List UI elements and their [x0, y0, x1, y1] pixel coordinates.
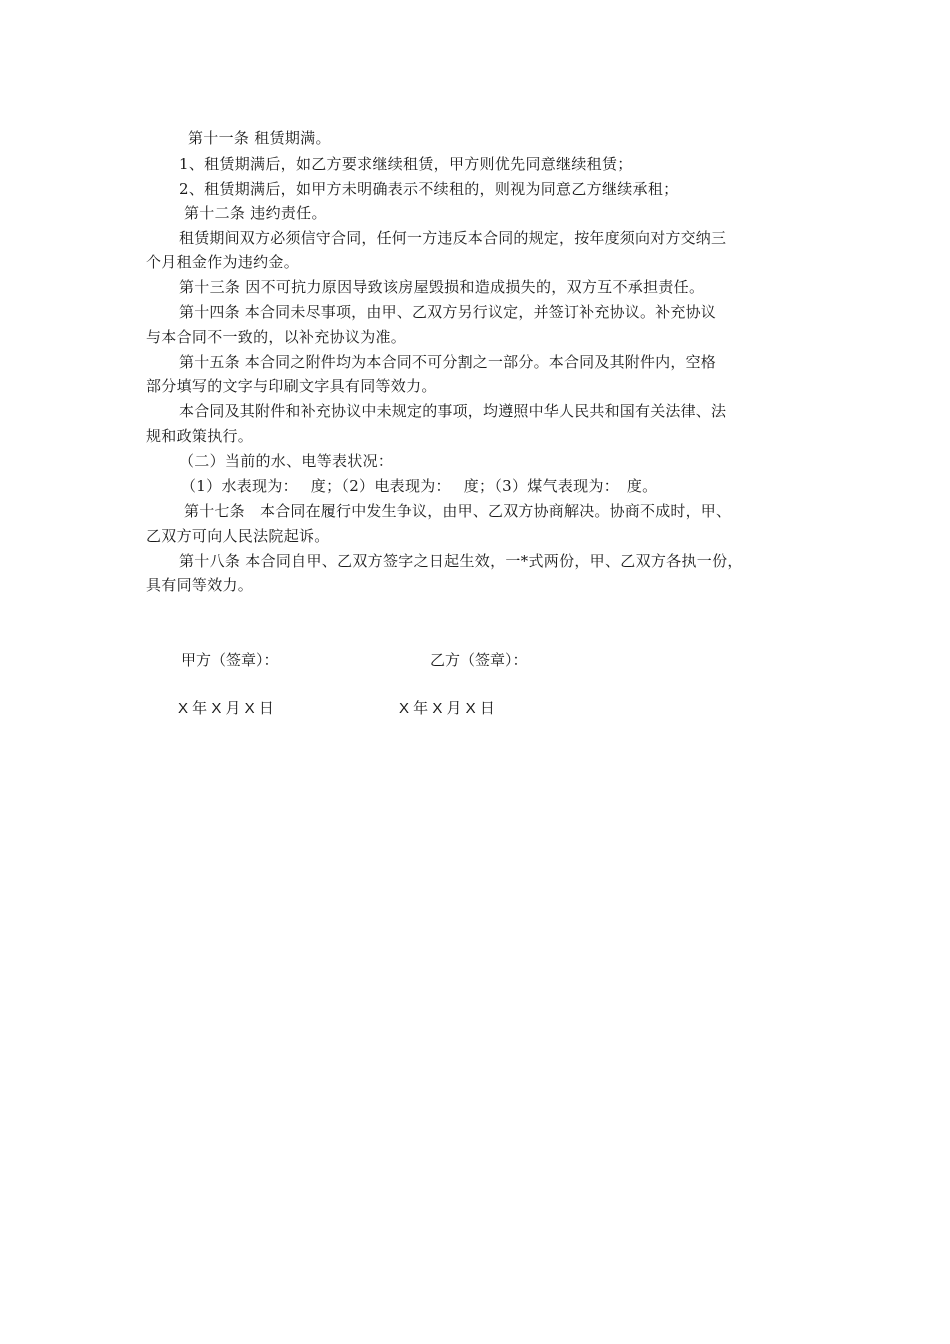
- party-a-signature-date: X 年 X 月 X 日: [178, 700, 274, 717]
- article-12-text-line-1: 租赁期间双方必须信守合同，任何一方违反本合同的规定，按年度须向对方交纳三: [179, 229, 727, 247]
- party-a-signature-label: 甲方（签章）：: [181, 651, 279, 669]
- article-12-title: 第十二条 违约责任。: [184, 204, 327, 222]
- applicable-law-line-2: 规和政策执行。: [146, 427, 254, 445]
- article-11-title: 第十一条 租赁期满。: [188, 129, 331, 147]
- party-b-signature-label: 乙方（签章）：: [430, 651, 528, 669]
- article-18-text-line-2: 具有同等效力。: [146, 576, 254, 594]
- article-15-text-line-2: 部分填写的文字与印刷文字具有同等效力。: [146, 377, 437, 395]
- article-15-text-line-1: 第十五条 本合同之附件均为本合同不可分割之一部分。本合同及其附件内，空格: [179, 353, 716, 371]
- article-14-text-line-1: 第十四条 本合同未尽事项，由甲、乙双方另行议定，并签订补充协议。补充协议: [179, 303, 716, 321]
- article-17-text-line-1: 第十七条 本合同在履行中发生争议，由甲、乙双方协商解决。协商不成时，甲、: [184, 502, 732, 520]
- article-11-clause-1: 1、租赁期满后，如乙方要求继续租赁，甲方则优先同意继续租赁；: [179, 155, 633, 173]
- meter-readings-line: （1）水表现为： 度；（2）电表现为： 度；（3）煤气表现为： 度。: [181, 477, 658, 495]
- article-11-clause-2: 2、租赁期满后，如甲方未明确表示不续租的，则视为同意乙方继续承租；: [179, 180, 679, 198]
- article-14-text-line-2: 与本合同不一致的，以补充协议为准。: [146, 328, 407, 346]
- article-17-text-line-2: 乙双方可向人民法院起诉。: [146, 527, 330, 545]
- party-b-signature-date: X 年 X 月 X 日: [399, 700, 495, 717]
- article-18-text-line-1: 第十八条 本合同自甲、乙双方签字之日起生效，一*式两份，甲、乙双方各执一份，: [179, 552, 743, 570]
- meter-status-title: （二）当前的水、电等表状况：: [179, 452, 394, 470]
- article-12-text-line-2: 个月租金作为违约金。: [146, 253, 300, 271]
- article-13-text: 第十三条 因不可抗力原因导致该房屋毁损和造成损失的，双方互不承担责任。: [179, 278, 705, 296]
- applicable-law-line-1: 本合同及其附件和补充协议中未规定的事项，均遵照中华人民共和国有关法律、法: [179, 402, 727, 420]
